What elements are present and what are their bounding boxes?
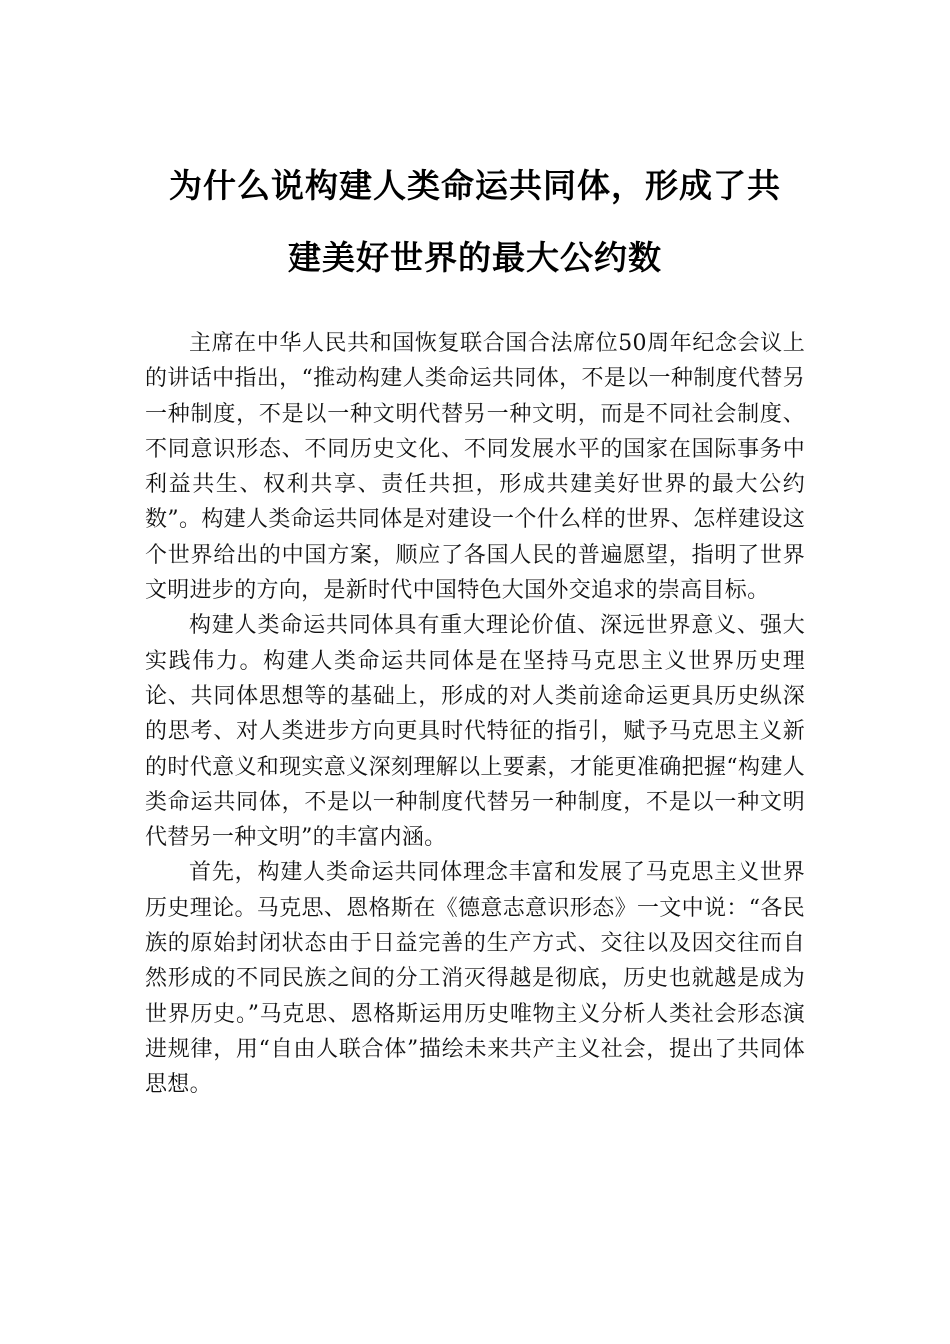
title-line-1: 为什么说构建人类命运共同体，形成了共: [169, 166, 781, 205]
paragraph-2: 构建人类命运共同体具有重大理论价值、深远世界意义、强大实践伟力。构建人类命运共同体是在坚持马克思主义世界历史理论、共同体思想等的基础上，形成的对人类前途命运更具历史纵深的思考、对人类进步方向更具时代特征的指引，赋予马克思主义新的时代意义和现实意义深刻理解以上要素，才能更准确把握“构建人类命运共同体，不是以一种制度代替另一种制度，不是以一种文明代替另一种文明”的丰富内涵。: [145, 613, 805, 851]
document-title: [145, 150, 805, 294]
document-body: [145, 326, 805, 1103]
paragraph-1: 主席在中华人民共和国恢复联合国合法席位50周年纪念会议上的讲话中指出，“推动构建人类命运共同体，不是以一种制度代替另一种制度，不是以一种文明代替另一种文明，而是不同社会制度、不同意识形态、不同历史文化、不同发展水平的国家在国际事务中利益共生、权利共享、责任共担，形成共建美好世界的最大公约数”。构建人类命运共同体是对建设一个什么样的世界、怎样建设这个世界给出的中国方案，顺应了各国人民的普遍愿望，指明了世界文明进步的方向，是新时代中国特色大国外交追求的崇高目标。: [145, 331, 805, 604]
paragraph-3: 首先，构建人类命运共同体理念丰富和发展了马克思主义世界历史理论。马克思、恩格斯在《德意志意识形态》一文中说：“各民族的原始封闭状态由于日益完善的生产方式、交往以及因交往而自然形成的不同民族之间的分工消灭得越是彻底，历史也就越是成为世界历史。”马克思、恩格斯运用历史唯物主义分析人类社会形态演进规律，用“自由人联合体”描绘未来共产主义社会，提出了共同体思想。: [145, 860, 805, 1098]
title-line-2: 建美好世界的最大公约数: [288, 238, 662, 277]
